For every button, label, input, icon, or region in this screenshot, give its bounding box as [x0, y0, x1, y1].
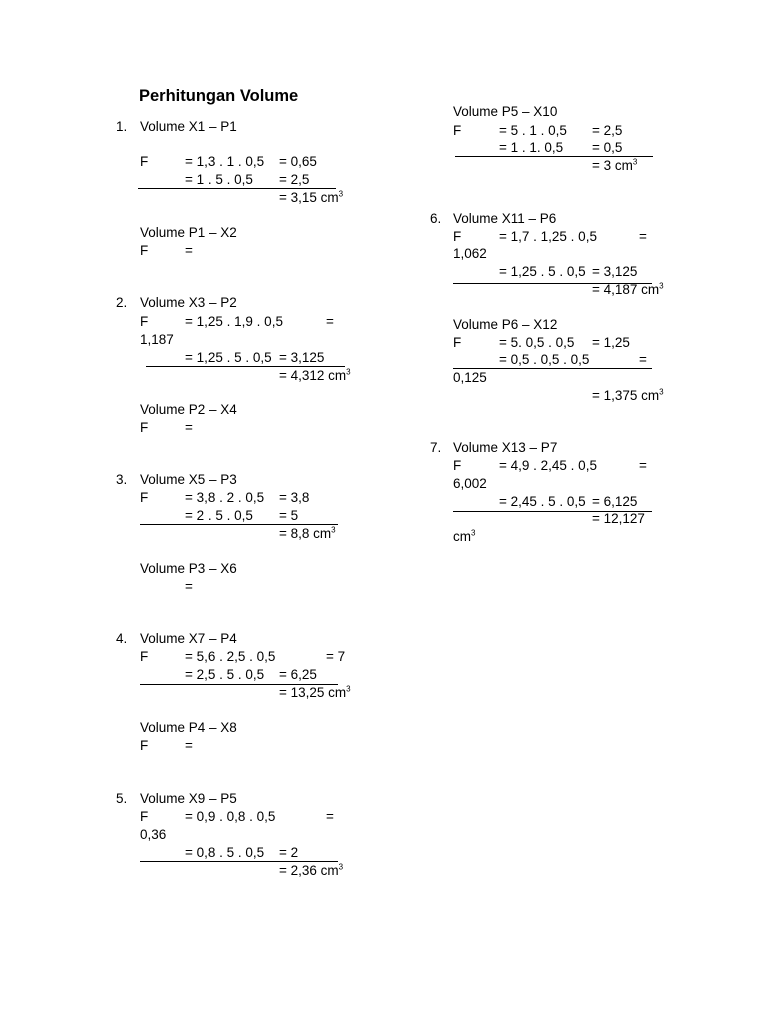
force-label: F [453, 229, 462, 244]
section-heading: Volume X7 – P4 [140, 631, 237, 646]
calc-line: = 1,7 . 1,25 . 0,5 [499, 229, 597, 244]
section-heading: Volume X3 – P2 [140, 295, 237, 310]
total-value: = 4,312 $cm^3$ [279, 367, 351, 383]
calc-line: = 1 . 5 . 0,5 [185, 172, 253, 187]
calc-line: = 5,6 . 2,5 . 0,5 [185, 649, 276, 664]
force-label: F [140, 809, 149, 824]
calc-line: = 3,8 . 2 . 0,5 [185, 490, 265, 505]
calc-line: = 2,5 . 5 . 0,5 [185, 667, 265, 682]
calc-line: = 1 . 1. 0,5 [499, 140, 564, 155]
page-title: Perhitungan Volume [139, 87, 299, 105]
force-label: F [453, 123, 462, 138]
calc-result: = [326, 809, 334, 824]
calc-line: = 1,25 . 5 . 0,5 [499, 264, 586, 279]
section-heading: Volume P6 – X12 [453, 317, 558, 332]
calc-line: = [185, 243, 193, 258]
force-label: F [140, 649, 149, 664]
list-number: 6. [430, 211, 442, 226]
total-value: = 13,25 $cm^3$ [279, 684, 351, 700]
calc-result-wrap: 0,125 [453, 370, 487, 385]
calc-result: = [639, 229, 647, 244]
section-heading: Volume X13 – P7 [453, 440, 558, 455]
calc-line: = 4,9 . 2,45 . 0,5 [499, 458, 597, 473]
list-number: 5. [116, 791, 128, 806]
section-heading: Volume P1 – X2 [140, 225, 237, 240]
total-unit-wrap: $cm^3$ [453, 528, 476, 544]
section-heading: Volume X1 – P1 [140, 119, 237, 134]
list-number: 3. [116, 472, 128, 487]
calc-result: = 3,125 [592, 264, 638, 279]
calc-line: = 2,45 . 5 . 0,5 [499, 494, 586, 509]
force-label: F [453, 335, 462, 350]
force-label: F [140, 738, 149, 753]
calc-result: = 0,65 [279, 154, 317, 169]
calc-result: = 3,125 [279, 350, 325, 365]
total-value: = 4,187 $cm^3$ [592, 281, 664, 297]
calc-line: = 5 . 1 . 0,5 [499, 123, 567, 138]
section-heading: Volume X11 – P6 [453, 211, 557, 226]
calc-result: = 5 [279, 508, 299, 523]
section-heading: Volume X9 – P5 [140, 791, 237, 806]
calc-result: = 2,5 [279, 172, 310, 187]
calc-result: = 7 [326, 649, 346, 664]
calc-line: = 2 . 5 . 0,5 [185, 508, 253, 523]
list-number: 4. [116, 631, 128, 646]
calc-result: = 6,125 [592, 494, 638, 509]
calc-result-wrap: 6,002 [453, 476, 487, 491]
section-heading: Volume X5 – P3 [140, 472, 237, 487]
calc-result-wrap: 0,36 [140, 827, 167, 842]
calc-line: = 1,25 . 1,9 . 0,5 [185, 314, 283, 329]
calc-line: = 0,5 . 0,5 . 0,5 [499, 352, 590, 367]
total-value: = 3 $cm^3$ [592, 157, 638, 173]
section-heading: Volume P2 – X4 [140, 402, 237, 417]
total-value: = 1,375 $cm^3$ [592, 387, 664, 403]
section-heading: Volume P3 – X6 [140, 561, 237, 576]
calc-line: = 5. 0,5 . 0,5 [499, 335, 575, 350]
calc-line: = 0,9 . 0,8 . 0,5 [185, 809, 276, 824]
force-label: F [453, 458, 462, 473]
calc-result: = 2,5 [592, 123, 623, 138]
calc-line: = 0,8 . 5 . 0,5 [185, 845, 265, 860]
calc-result: = [639, 458, 647, 473]
force-label: F [140, 314, 149, 329]
total-value: = 12,127 [592, 511, 645, 526]
calc-line: = [185, 738, 193, 753]
total-value: = 3,15 $cm^3$ [279, 189, 344, 205]
list-number: 2. [116, 295, 128, 310]
calc-result: = 0,5 [592, 140, 623, 155]
calc-result: = 2 [279, 845, 299, 860]
list-number: 1. [116, 119, 128, 134]
calc-line: = [185, 579, 193, 594]
calc-result: = [326, 314, 334, 329]
calc-result-wrap: 1,062 [453, 246, 487, 261]
force-label: F [140, 243, 149, 258]
calc-result: = 3,8 [279, 490, 310, 505]
total-value: = 8,8 $cm^3$ [279, 525, 336, 541]
section-heading: Volume P5 – X10 [453, 104, 558, 119]
force-label: F [140, 154, 149, 169]
section-heading: Volume P4 – X8 [140, 720, 237, 735]
list-number: 7. [430, 440, 442, 455]
calc-result: = 1,25 [592, 335, 630, 350]
calc-result: = 6,25 [279, 667, 317, 682]
calc-result-wrap: 1,187 [140, 332, 174, 347]
force-label: F [140, 490, 149, 505]
total-value: = 2,36 $cm^3$ [279, 862, 344, 878]
calc-line: = 1,25 . 5 . 0,5 [185, 350, 272, 365]
calc-line: = 1,3 . 1 . 0,5 [185, 154, 265, 169]
calc-result: = [639, 352, 647, 367]
force-label: F [140, 420, 149, 435]
calc-line: = [185, 420, 193, 435]
